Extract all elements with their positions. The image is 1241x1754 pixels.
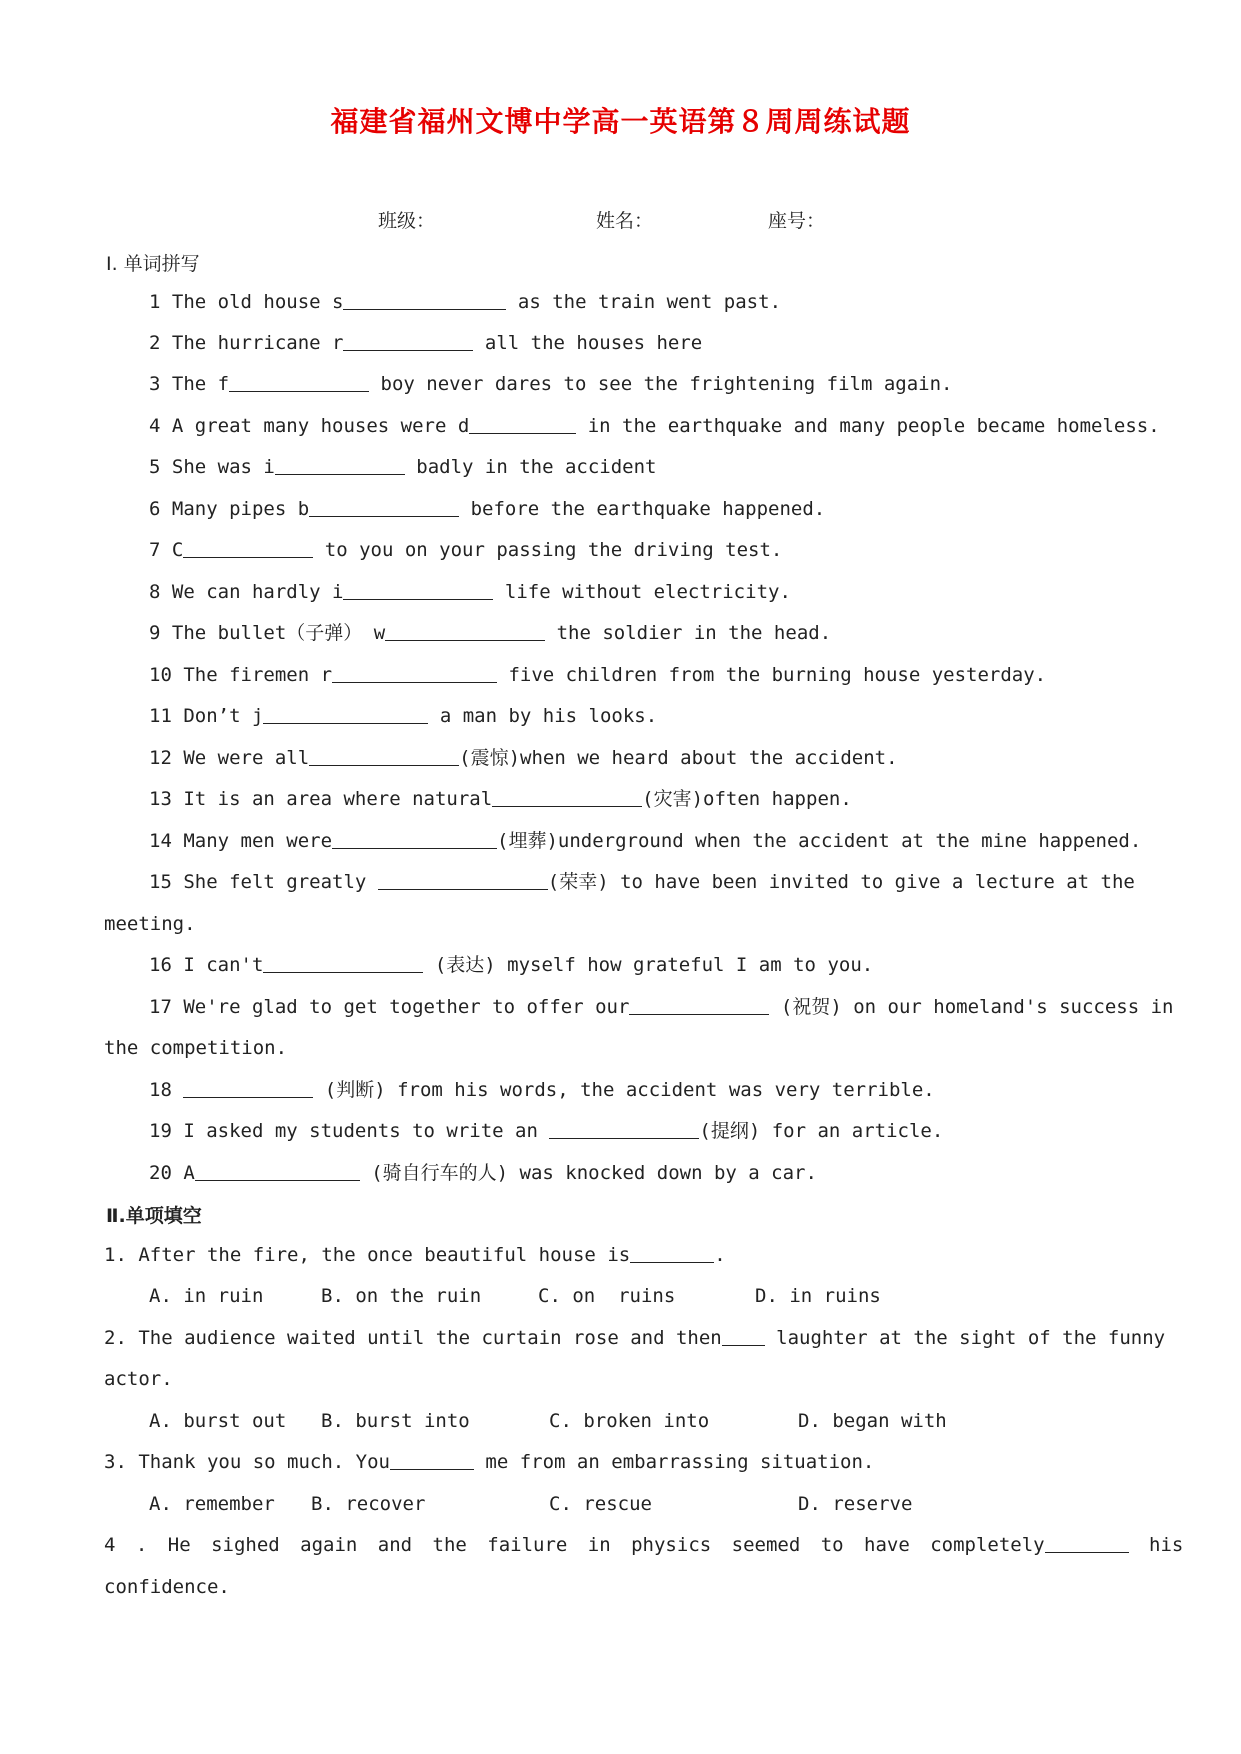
answer-blank[interactable] (469, 415, 576, 434)
answer-blank[interactable] (183, 1079, 313, 1098)
answer-blank[interactable] (629, 996, 769, 1015)
spelling-item-17: 17 We're glad to get together to offer our (祝贺) on our homeland's success in (149, 996, 1174, 1018)
answer-blank[interactable] (630, 1244, 714, 1263)
name-label: 姓名： (596, 210, 654, 232)
answer-blank[interactable] (229, 373, 369, 392)
seat-label: 座号： (768, 210, 826, 232)
spelling-item-20: 20 A (骑自行车的人) was knocked down by a car. (149, 1162, 817, 1184)
spelling-item-18: 18 (判断) from his words, the accident was very terrible. (149, 1079, 935, 1101)
spelling-item-2: 2 The hurricane r all the houses here (149, 332, 703, 354)
answer-blank[interactable] (343, 291, 506, 310)
mc-option[interactable]: B. on the ruin (321, 1285, 482, 1307)
answer-blank[interactable] (195, 1162, 360, 1181)
mc-question-4: 4 . He sighed again and the failure in physics seemed to have completely his (104, 1534, 1184, 1556)
answer-blank[interactable] (492, 788, 642, 807)
page-title: 福建省福州文博中学高一英语第８周周练试题 (330, 105, 911, 138)
mc-question-1: 1. After the fire, the once beautiful house is . (104, 1244, 726, 1266)
answer-blank[interactable] (332, 664, 497, 683)
answer-blank[interactable] (1045, 1534, 1129, 1553)
answer-blank[interactable] (385, 622, 545, 641)
mc-option[interactable]: C. broken into (549, 1410, 710, 1432)
answer-blank[interactable] (275, 456, 405, 475)
spelling-item-10: 10 The firemen r five children from the burning house yesterday. (149, 664, 1047, 686)
class-label: 班级： (378, 210, 436, 232)
mc-option[interactable]: A. burst out (149, 1410, 287, 1432)
answer-blank[interactable] (549, 1120, 699, 1139)
mc-option[interactable]: D. began with (798, 1410, 947, 1432)
answer-blank[interactable] (343, 581, 493, 600)
spelling-item-11: 11 Don’t j a man by his looks. (149, 705, 658, 727)
spelling-item-7: 7 C to you on your passing the driving test. (149, 539, 783, 561)
spelling-item-19: 19 I asked my students to write an (提纲) for an article. (149, 1120, 944, 1142)
answer-blank[interactable] (332, 830, 497, 849)
spelling-item-17-cont: the competition. (104, 1037, 288, 1059)
answer-blank[interactable] (378, 871, 548, 890)
mc-option[interactable]: B. recover (311, 1493, 426, 1515)
mc-option[interactable]: D. reserve (798, 1493, 913, 1515)
spelling-item-3: 3 The f boy never dares to see the frightening film again. (149, 373, 953, 395)
spelling-item-5: 5 She was i badly in the accident (149, 456, 657, 478)
spelling-item-9: 9 The bullet（子弹） w the soldier in the head. (149, 622, 832, 644)
mc-option[interactable]: C. rescue (549, 1493, 652, 1515)
mc-question-4-cont: confidence. (104, 1576, 230, 1598)
spelling-item-8: 8 We can hardly i life without electricity. (149, 581, 791, 603)
spelling-item-13: 13 It is an area where natural (灾害)often happen. (149, 788, 852, 810)
spelling-item-4: 4 A great many houses were d in the earthquake and many people became homeless. (149, 415, 1160, 437)
mc-option[interactable]: A. in ruin (149, 1285, 264, 1307)
spelling-item-1: 1 The old house s as the train went past. (149, 291, 782, 313)
mc-option[interactable]: B. burst into (321, 1410, 470, 1432)
spelling-item-16: 16 I can't (表达) myself how grateful I am to you. (149, 954, 874, 976)
mc-question-2: 2. The audience waited until the curtain rose and then laughter at the sight of the funny (104, 1327, 1166, 1349)
answer-blank[interactable] (263, 954, 423, 973)
mc-option[interactable]: D. in ruins (755, 1285, 881, 1307)
spelling-item-14: 14 Many men were (埋葬)underground when the accident at the mine happened. (149, 830, 1142, 852)
mc-question-3: 3. Thank you so much. You me from an embarrassing situation. (104, 1451, 875, 1473)
spelling-item-15: 15 She felt greatly (荣幸) to have been invited to give a lecture at the (149, 871, 1135, 893)
answer-blank[interactable] (722, 1327, 765, 1346)
mc-question-2-cont: actor. (104, 1368, 173, 1390)
spelling-item-15-cont: meeting. (104, 913, 196, 935)
section2-heading: Ⅱ.单项填空 (106, 1205, 202, 1227)
answer-blank[interactable] (390, 1451, 474, 1470)
mc-option[interactable]: C. on ruins (538, 1285, 676, 1307)
spelling-item-12: 12 We were all (震惊)when we heard about the accident. (149, 747, 898, 769)
answer-blank[interactable] (263, 705, 428, 724)
section1-heading: I. 单词拼写 (106, 253, 200, 275)
answer-blank[interactable] (309, 747, 459, 766)
answer-blank[interactable] (183, 539, 313, 558)
spelling-item-6: 6 Many pipes b before the earthquake happened. (149, 498, 826, 520)
answer-blank[interactable] (343, 332, 473, 351)
mc-option[interactable]: A. remember (149, 1493, 275, 1515)
answer-blank[interactable] (309, 498, 459, 517)
